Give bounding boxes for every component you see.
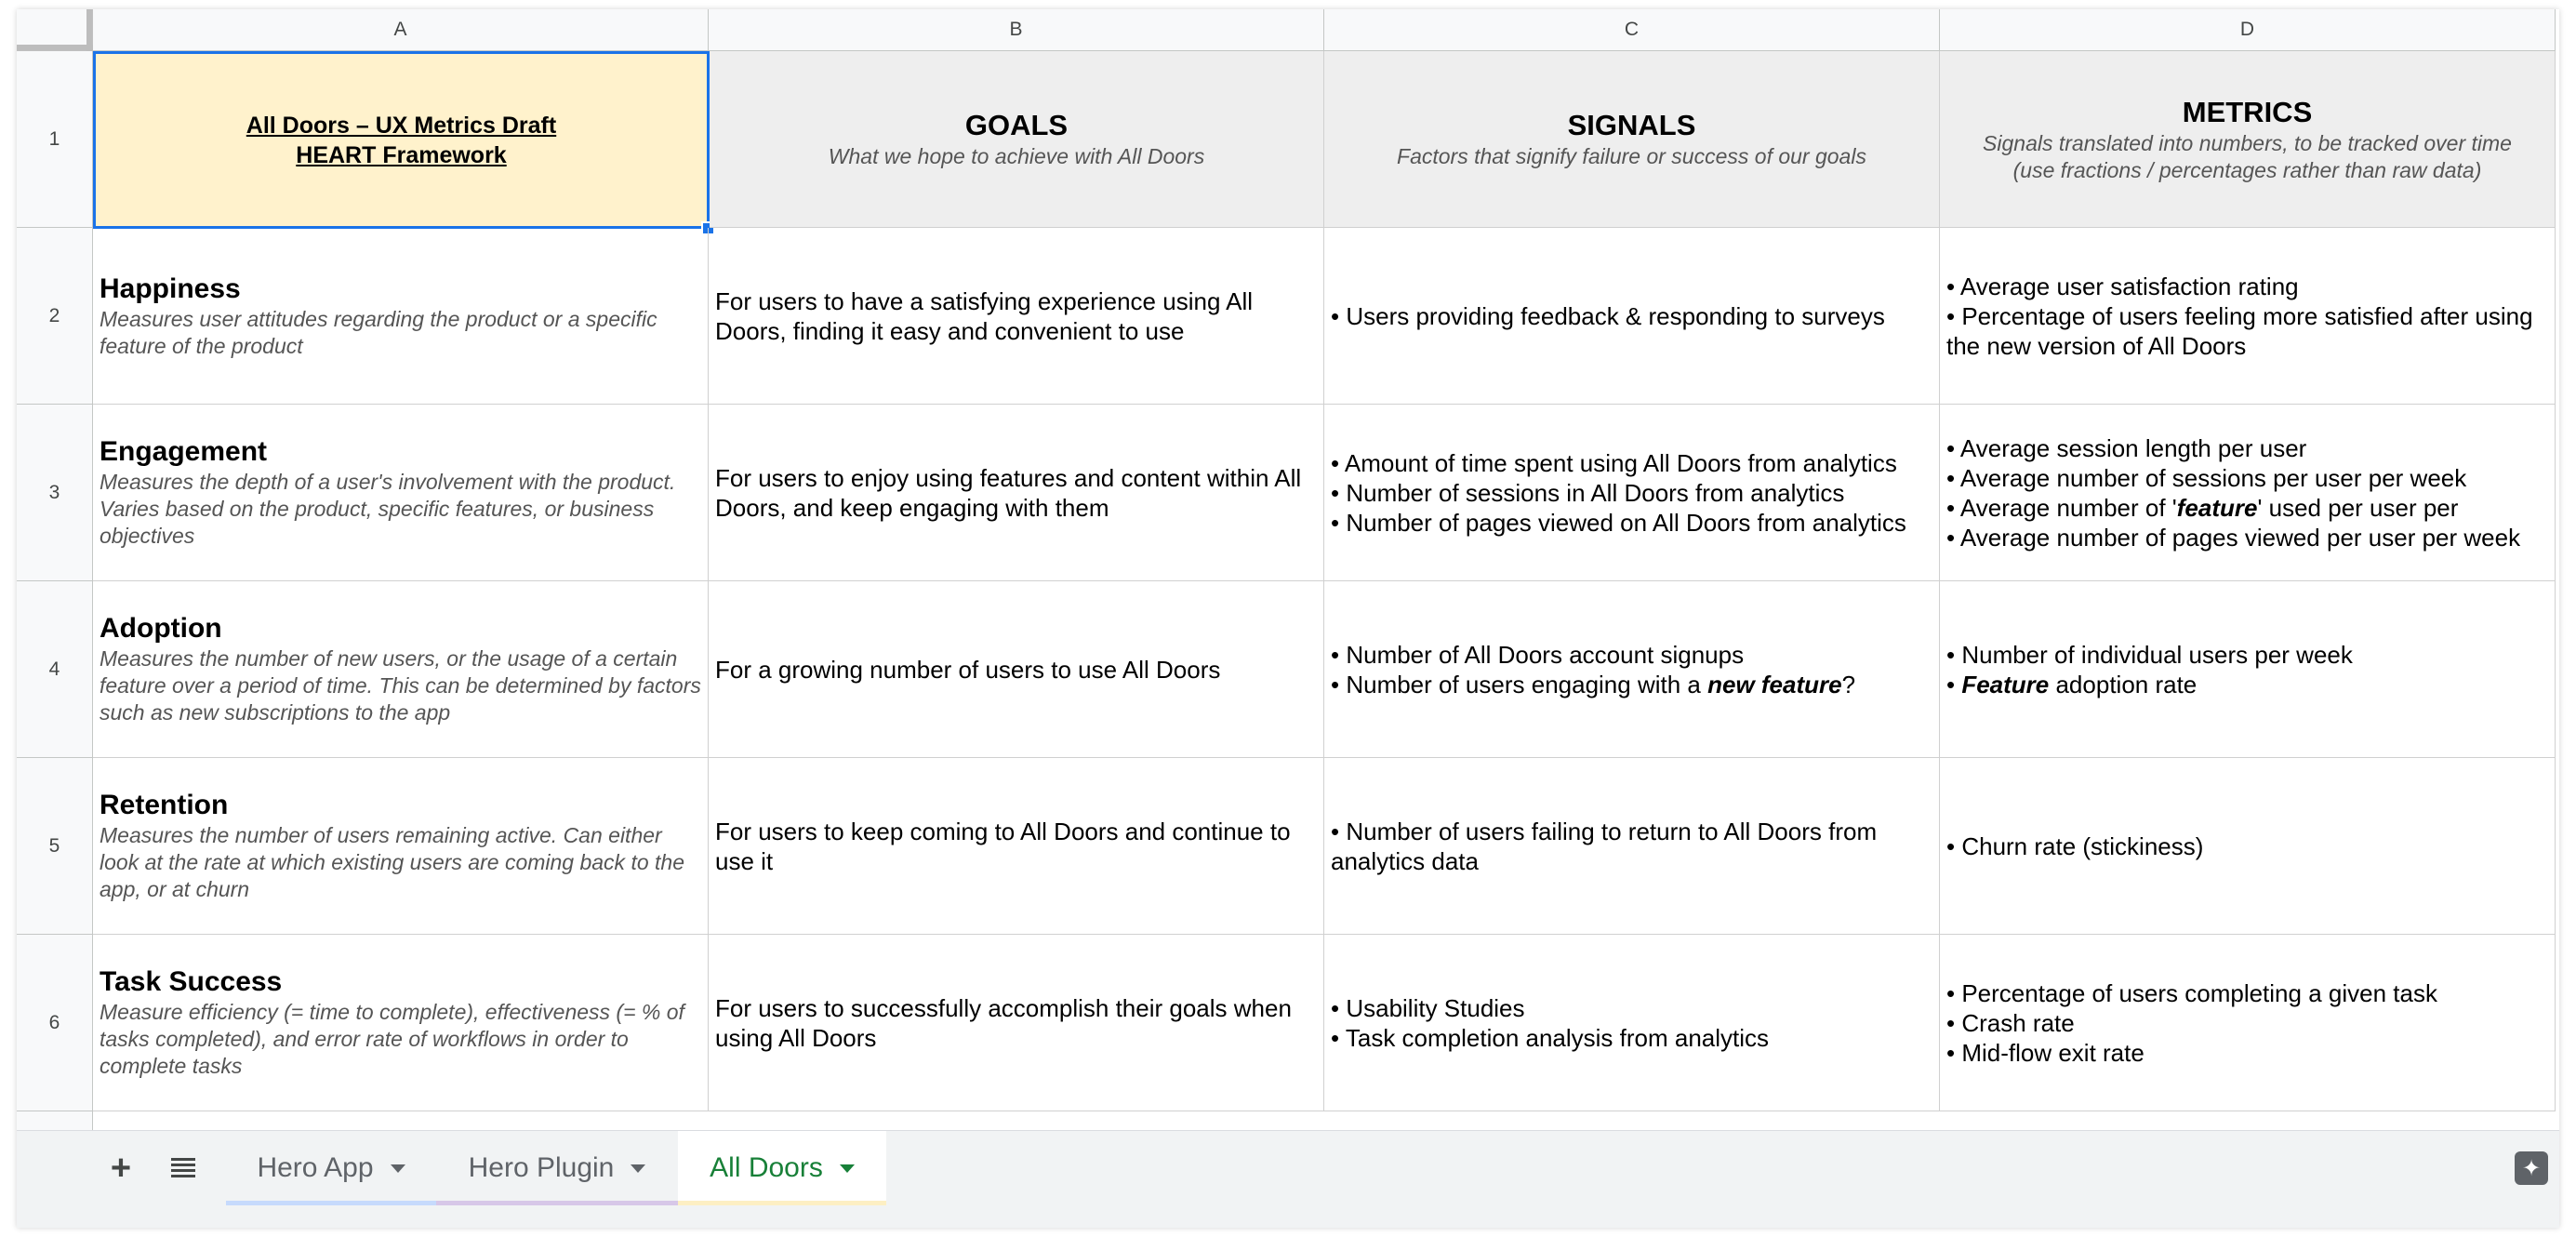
cell-d6-metrics[interactable] [1940, 935, 2556, 1111]
signal-item: • Amount of time spent using All Doors from analytics [1331, 448, 1897, 477]
metric-item [1946, 670, 2548, 699]
cell-a5-category[interactable] [93, 758, 709, 935]
category-desc-line: app, or at churn [100, 877, 250, 901]
title-line-1: All Doors – UX Metrics Draft [246, 112, 557, 139]
category-desc-line: such as new subscriptions to the app [100, 700, 451, 725]
chevron-down-icon[interactable] [840, 1164, 855, 1173]
category-desc-line: Measure efficiency (= time to complete), effectiveness (= % of [100, 1000, 684, 1024]
cell-a2-category[interactable] [93, 228, 709, 405]
cell-b2-goal[interactable] [709, 228, 1324, 405]
sheet-list-icon [171, 1157, 195, 1179]
cell-d5-metrics[interactable] [1940, 758, 2556, 935]
column-header-a[interactable]: A [93, 9, 709, 51]
cell-d4-metrics[interactable] [1940, 581, 2556, 758]
sheet-tab-bar [17, 1130, 2559, 1228]
cell-a6-category[interactable] [93, 935, 709, 1111]
goal-line: For users to successfully accomplish their goals when [715, 993, 1292, 1022]
signal-item: analytics data [1331, 846, 1479, 875]
goal-line: For users to have a satisfying experience using All [715, 286, 1254, 315]
goal-line: using All Doors [715, 1023, 877, 1052]
signals-subtitle: Factors that signify failure or success of our goals [1397, 144, 1866, 168]
spreadsheet-grid [17, 9, 2559, 1228]
row-header-6[interactable]: 6 [17, 935, 93, 1111]
metrics-subtitle-line1: Signals translated into numbers, to be tracked over time [1983, 130, 2512, 155]
metric-text: • Average number of ' [1946, 493, 2177, 522]
category-desc-line: complete tasks [100, 1054, 243, 1078]
cell-d3-metrics[interactable] [1940, 405, 2556, 581]
all-sheets-button[interactable] [154, 1131, 212, 1205]
tab-color-strip [226, 1201, 436, 1205]
metric-item: • Number of individual users per week [1946, 640, 2353, 669]
cell-c4-signals[interactable] [1324, 581, 1940, 758]
row-header-3[interactable]: 3 [17, 405, 93, 581]
category-name: Adoption [100, 613, 222, 644]
signal-text: • Number of users engaging with a [1331, 670, 1708, 698]
cell-b5-goal[interactable] [709, 758, 1324, 935]
metric-text: ' used per user per [2257, 493, 2459, 522]
metric-item [1946, 493, 2548, 523]
goal-line: For a growing number of users to use All Doors [715, 655, 1221, 684]
tab-color-strip [436, 1201, 678, 1205]
tab-label: All Doors [710, 1152, 823, 1183]
category-desc-line: Measures the depth of a user's involvement with the product. [100, 470, 676, 494]
metrics-subtitle-line2: (use fractions / percentages rather than raw data) [2012, 157, 2482, 182]
cell-d2-metrics[interactable] [1940, 228, 2556, 405]
metric-item: • Average user satisfaction rating [1946, 272, 2299, 300]
metric-item: • Average session length per user [1946, 433, 2307, 462]
metric-text: adoption rate [2049, 670, 2198, 698]
cell-c5-signals[interactable] [1324, 758, 1940, 935]
signal-text: ? [1841, 670, 1856, 698]
goal-line: Doors, and keep engaging with them [715, 493, 1109, 522]
signal-item: • Usability Studies [1331, 993, 1525, 1022]
explore-icon: ✦ [2521, 1155, 2542, 1181]
cell-b3-goal[interactable] [709, 405, 1324, 581]
tab-hero-app[interactable] [226, 1131, 436, 1205]
category-desc-line: Measures the number of new users, or the usage of a certain [100, 646, 678, 671]
metric-item: • Percentage of users completing a given task [1946, 978, 2437, 1007]
category-name: Happiness [100, 273, 241, 304]
row-header-4[interactable]: 4 [17, 581, 93, 758]
metric-item: • Mid-flow exit rate [1946, 1038, 2144, 1067]
cell-c6-signals[interactable] [1324, 935, 1940, 1111]
goal-line: Doors, finding it easy and convenient to use [715, 316, 1185, 345]
row-header-2[interactable]: 2 [17, 228, 93, 405]
metric-item: • Churn rate (stickiness) [1946, 831, 2204, 860]
metric-item: the new version of All Doors [1946, 331, 2247, 360]
category-desc-line: objectives [100, 524, 195, 548]
tab-label: Hero Plugin [468, 1152, 615, 1183]
signal-item: • Task completion analysis from analytics [1331, 1023, 1770, 1052]
cell-b6-goal[interactable] [709, 935, 1324, 1111]
cell-d1-metrics-header[interactable] [1940, 51, 2556, 228]
goal-line: For users to enjoy using features and content within All [715, 463, 1302, 492]
column-header-d[interactable]: D [1940, 9, 2556, 51]
signal-emphasis: new feature [1707, 670, 1842, 698]
add-sheet-button[interactable] [93, 1131, 149, 1205]
select-all-corner[interactable] [17, 9, 93, 51]
cell-a3-category[interactable] [93, 405, 709, 581]
cell-a1-title[interactable] [93, 51, 710, 229]
chevron-down-icon[interactable] [631, 1164, 645, 1173]
tab-hero-plugin[interactable] [436, 1131, 678, 1205]
category-desc-line: feature of the product [100, 333, 303, 358]
cell-b1-goals-header[interactable] [710, 51, 1324, 228]
signals-title: SIGNALS [1567, 109, 1696, 141]
category-desc-line: tasks completed), and error rate of workflows in order to [100, 1027, 629, 1051]
category-desc-line: Measures the number of users remaining active. Can either [100, 823, 662, 847]
cell-a4-category[interactable] [93, 581, 709, 758]
signal-item: • Users providing feedback & responding to surveys [1331, 301, 1885, 330]
title-line-2: HEART Framework [296, 141, 507, 168]
signal-item: • Number of sessions in All Doors from analytics [1331, 478, 1845, 507]
signal-item: • Number of pages viewed on All Doors from analytics [1331, 508, 1906, 537]
metrics-title: METRICS [2182, 95, 2313, 128]
tab-color-strip [678, 1201, 886, 1205]
metric-item: • Average number of pages viewed per user per week [1946, 523, 2521, 552]
goals-subtitle: What we hope to achieve with All Doors [828, 144, 1205, 168]
category-name: Task Success [100, 966, 283, 997]
signal-item: • Number of users failing to return to All Doors from [1331, 817, 1878, 845]
cell-c3-signals[interactable] [1324, 405, 1940, 581]
category-name: Engagement [100, 436, 268, 467]
row-header-1[interactable]: 1 [17, 51, 93, 228]
tab-all-doors[interactable] [678, 1131, 886, 1205]
goal-line: For users to keep coming to All Doors and continue to [715, 817, 1291, 845]
category-desc-line: Varies based on the product, specific features, or business [100, 497, 655, 521]
category-desc-line: Measures user attitudes regarding the product or a specific [100, 306, 657, 331]
tab-label: Hero App [257, 1152, 374, 1183]
cell-b4-goal[interactable] [709, 581, 1324, 758]
column-header-c[interactable]: C [1324, 9, 1940, 51]
signal-item: • Number of All Doors account signups [1331, 640, 1745, 669]
row-header-5[interactable]: 5 [17, 758, 93, 935]
plus-icon: + [110, 1148, 132, 1188]
category-desc-line: feature over a period of time. This can be determined by factors [100, 673, 701, 698]
metric-item: • Crash rate [1946, 1008, 2075, 1037]
cell-c1-signals-header[interactable] [1324, 51, 1940, 228]
explore-button[interactable] [2515, 1151, 2548, 1185]
metric-emphasis: feature [2176, 493, 2258, 522]
metric-item: • Percentage of users feeling more satisfied after using [1946, 301, 2533, 330]
category-desc-line: look at the rate at which existing users are coming back to the [100, 850, 684, 874]
metric-emphasis: Feature [1961, 670, 2050, 698]
category-name: Retention [100, 790, 229, 820]
chevron-down-icon[interactable] [391, 1164, 405, 1173]
column-header-b[interactable]: B [709, 9, 1324, 51]
goals-title: GOALS [964, 109, 1069, 141]
metric-text: • [1946, 670, 1962, 698]
freeze-handle-horizontal [17, 45, 93, 50]
metric-item: • Average number of sessions per user per week [1946, 463, 2467, 492]
cell-c2-signals[interactable] [1324, 228, 1940, 405]
goal-line: use it [715, 846, 774, 875]
signal-item [1331, 670, 1932, 699]
